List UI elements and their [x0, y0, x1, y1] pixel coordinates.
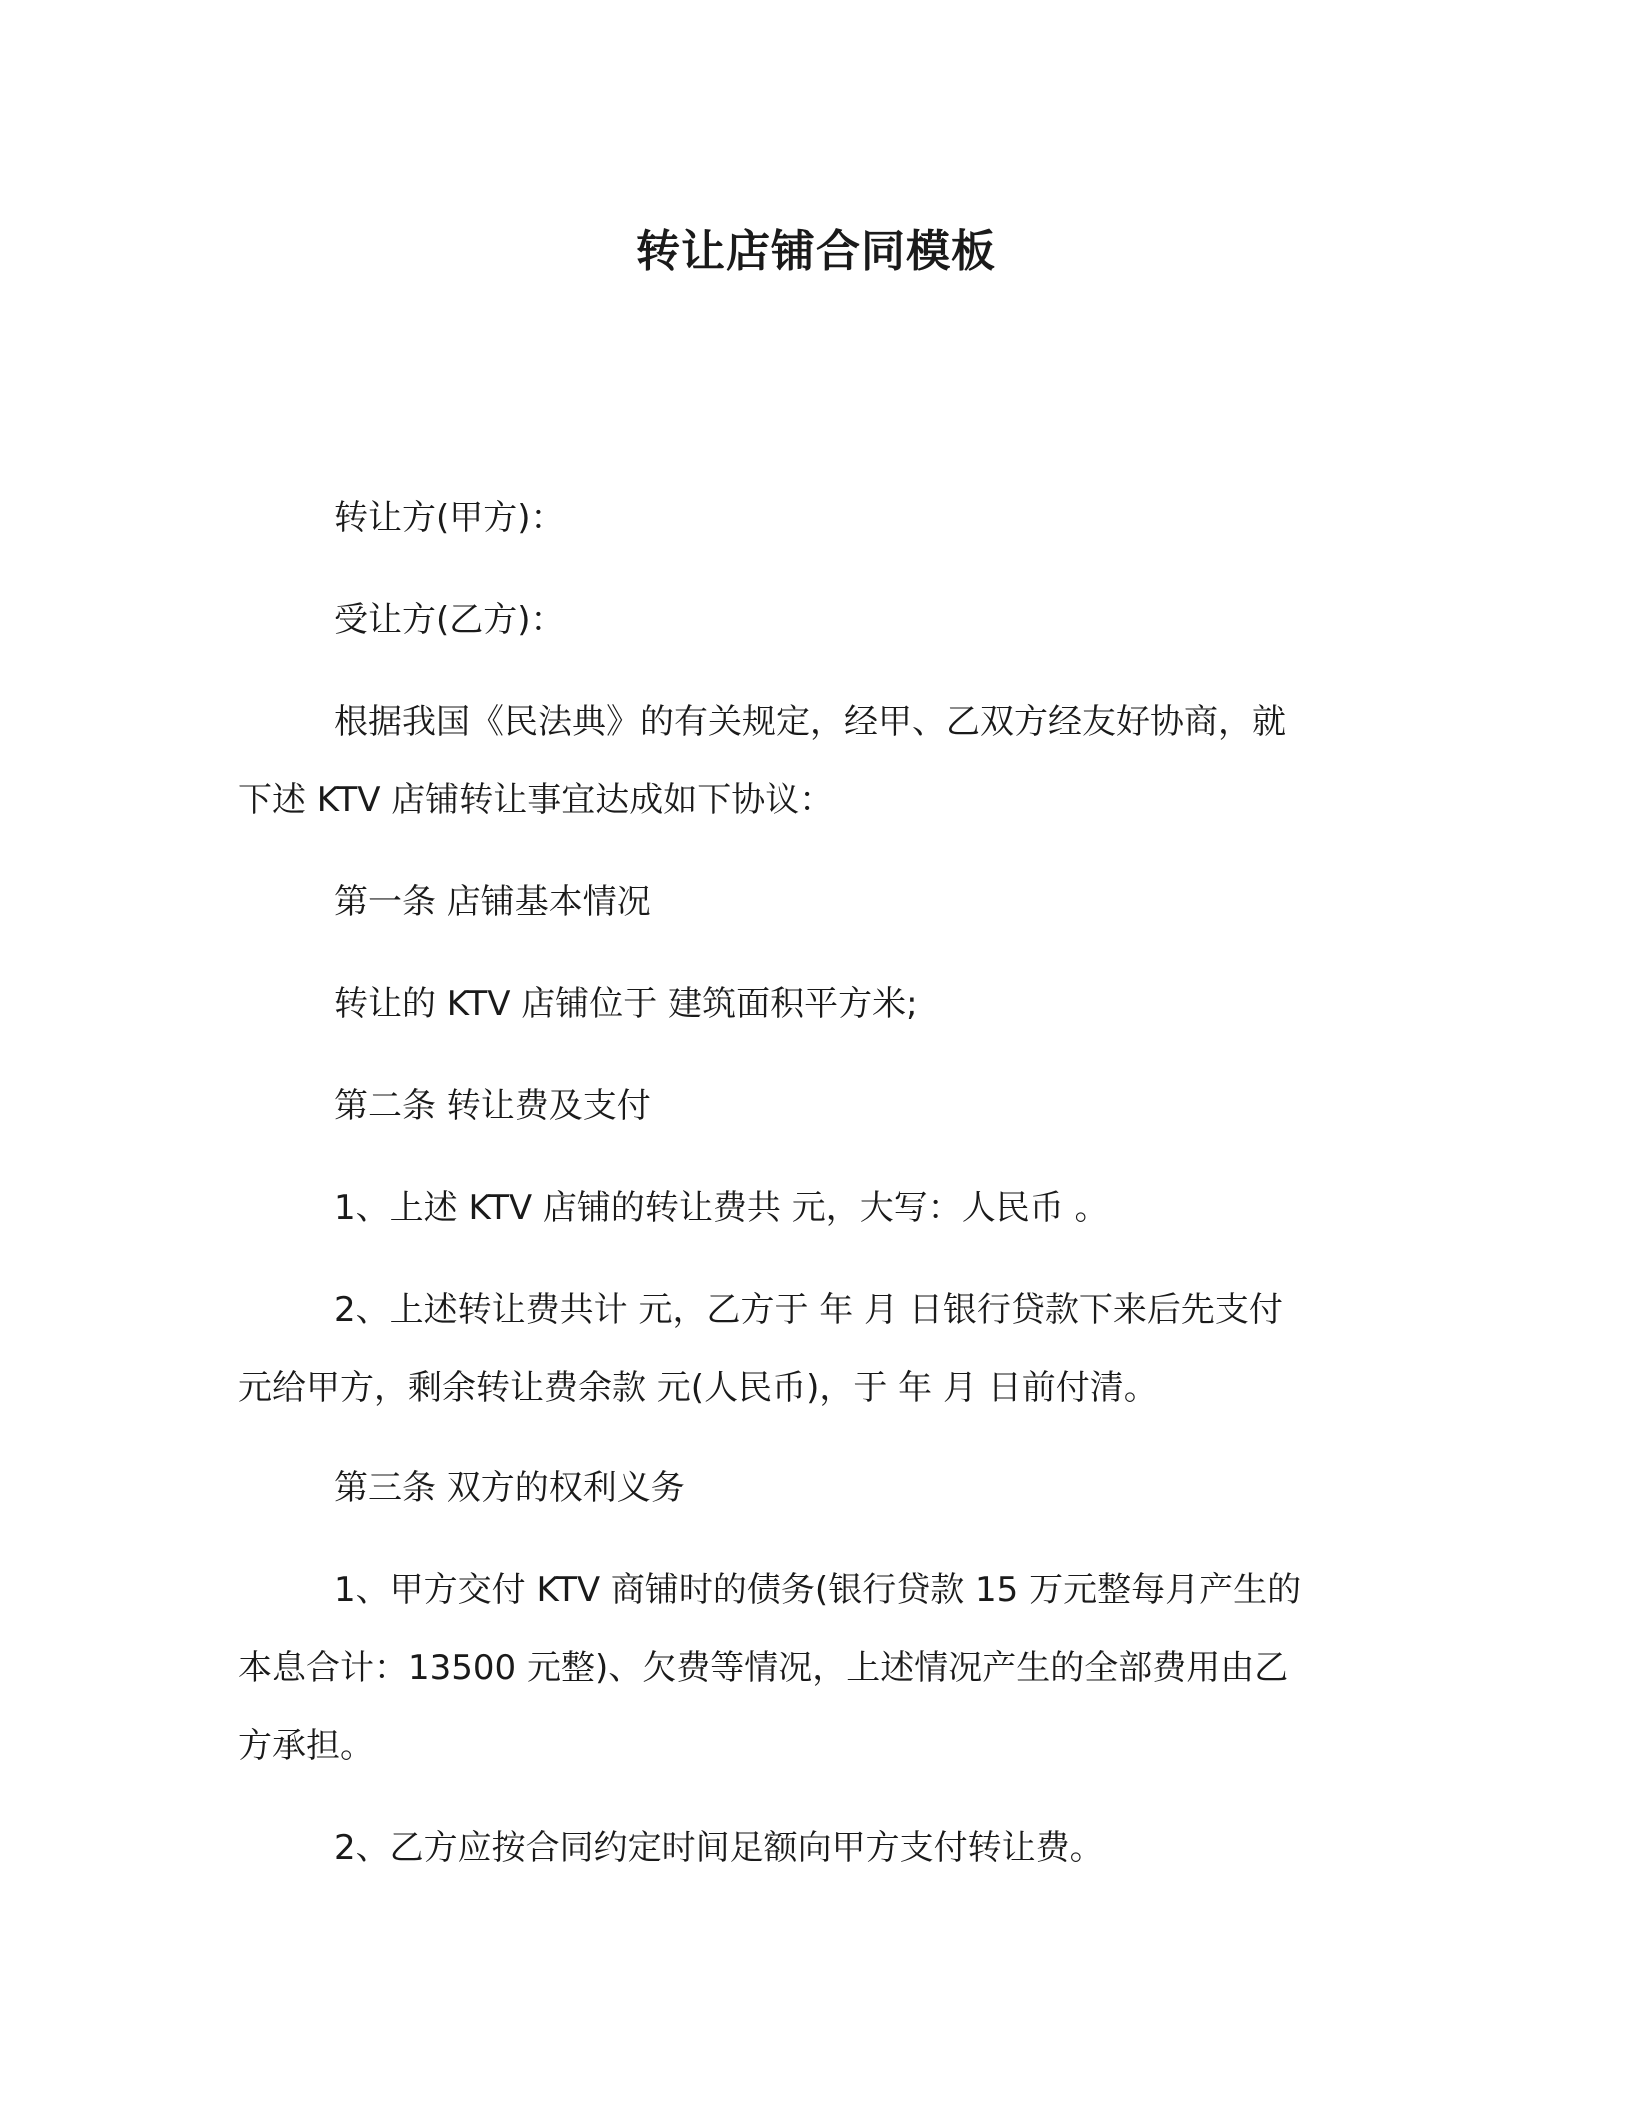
article-3-item-1-line-3: 方承担。	[238, 1726, 374, 1766]
document-title: 转让店铺合同模板	[636, 226, 996, 277]
article-3-item-2: 2、乙方应按合同约定时间足额向甲方支付转让费。	[334, 1828, 1104, 1868]
article-1-heading: 第一条 店铺基本情况	[334, 882, 651, 922]
article-3-item-1-line-2: 本息合计：13500 元整)、欠费等情况，上述情况产生的全部费用由乙	[238, 1648, 1289, 1688]
article-1-text: 转让的 KTV 店铺位于 建筑面积平方米;	[334, 984, 918, 1024]
intro-line-1: 根据我国《民法典》的有关规定，经甲、乙双方经友好协商，就	[334, 702, 1286, 742]
intro-line-2: 下述 KTV 店铺转让事宜达成如下协议：	[238, 780, 834, 820]
article-2-item-2-line-1: 2、上述转让费共计 元，乙方于 年 月 日银行贷款下来后先支付	[334, 1290, 1283, 1330]
party-a-line: 转让方(甲方)：	[334, 498, 565, 538]
article-2-item-1: 1、上述 KTV 店铺的转让费共 元，大写：人民币 。	[334, 1188, 1109, 1228]
article-2-heading: 第二条 转让费及支付	[334, 1086, 651, 1126]
article-3-heading: 第三条 双方的权利义务	[334, 1468, 685, 1508]
party-b-line: 受让方(乙方)：	[334, 600, 565, 640]
article-2-item-2-line-2: 元给甲方，剩余转让费余款 元(人民币)，于 年 月 日前付清。	[238, 1368, 1158, 1408]
article-3-item-1-line-1: 1、甲方交付 KTV 商铺时的债务(银行贷款 15 万元整每月产生的	[334, 1570, 1302, 1610]
